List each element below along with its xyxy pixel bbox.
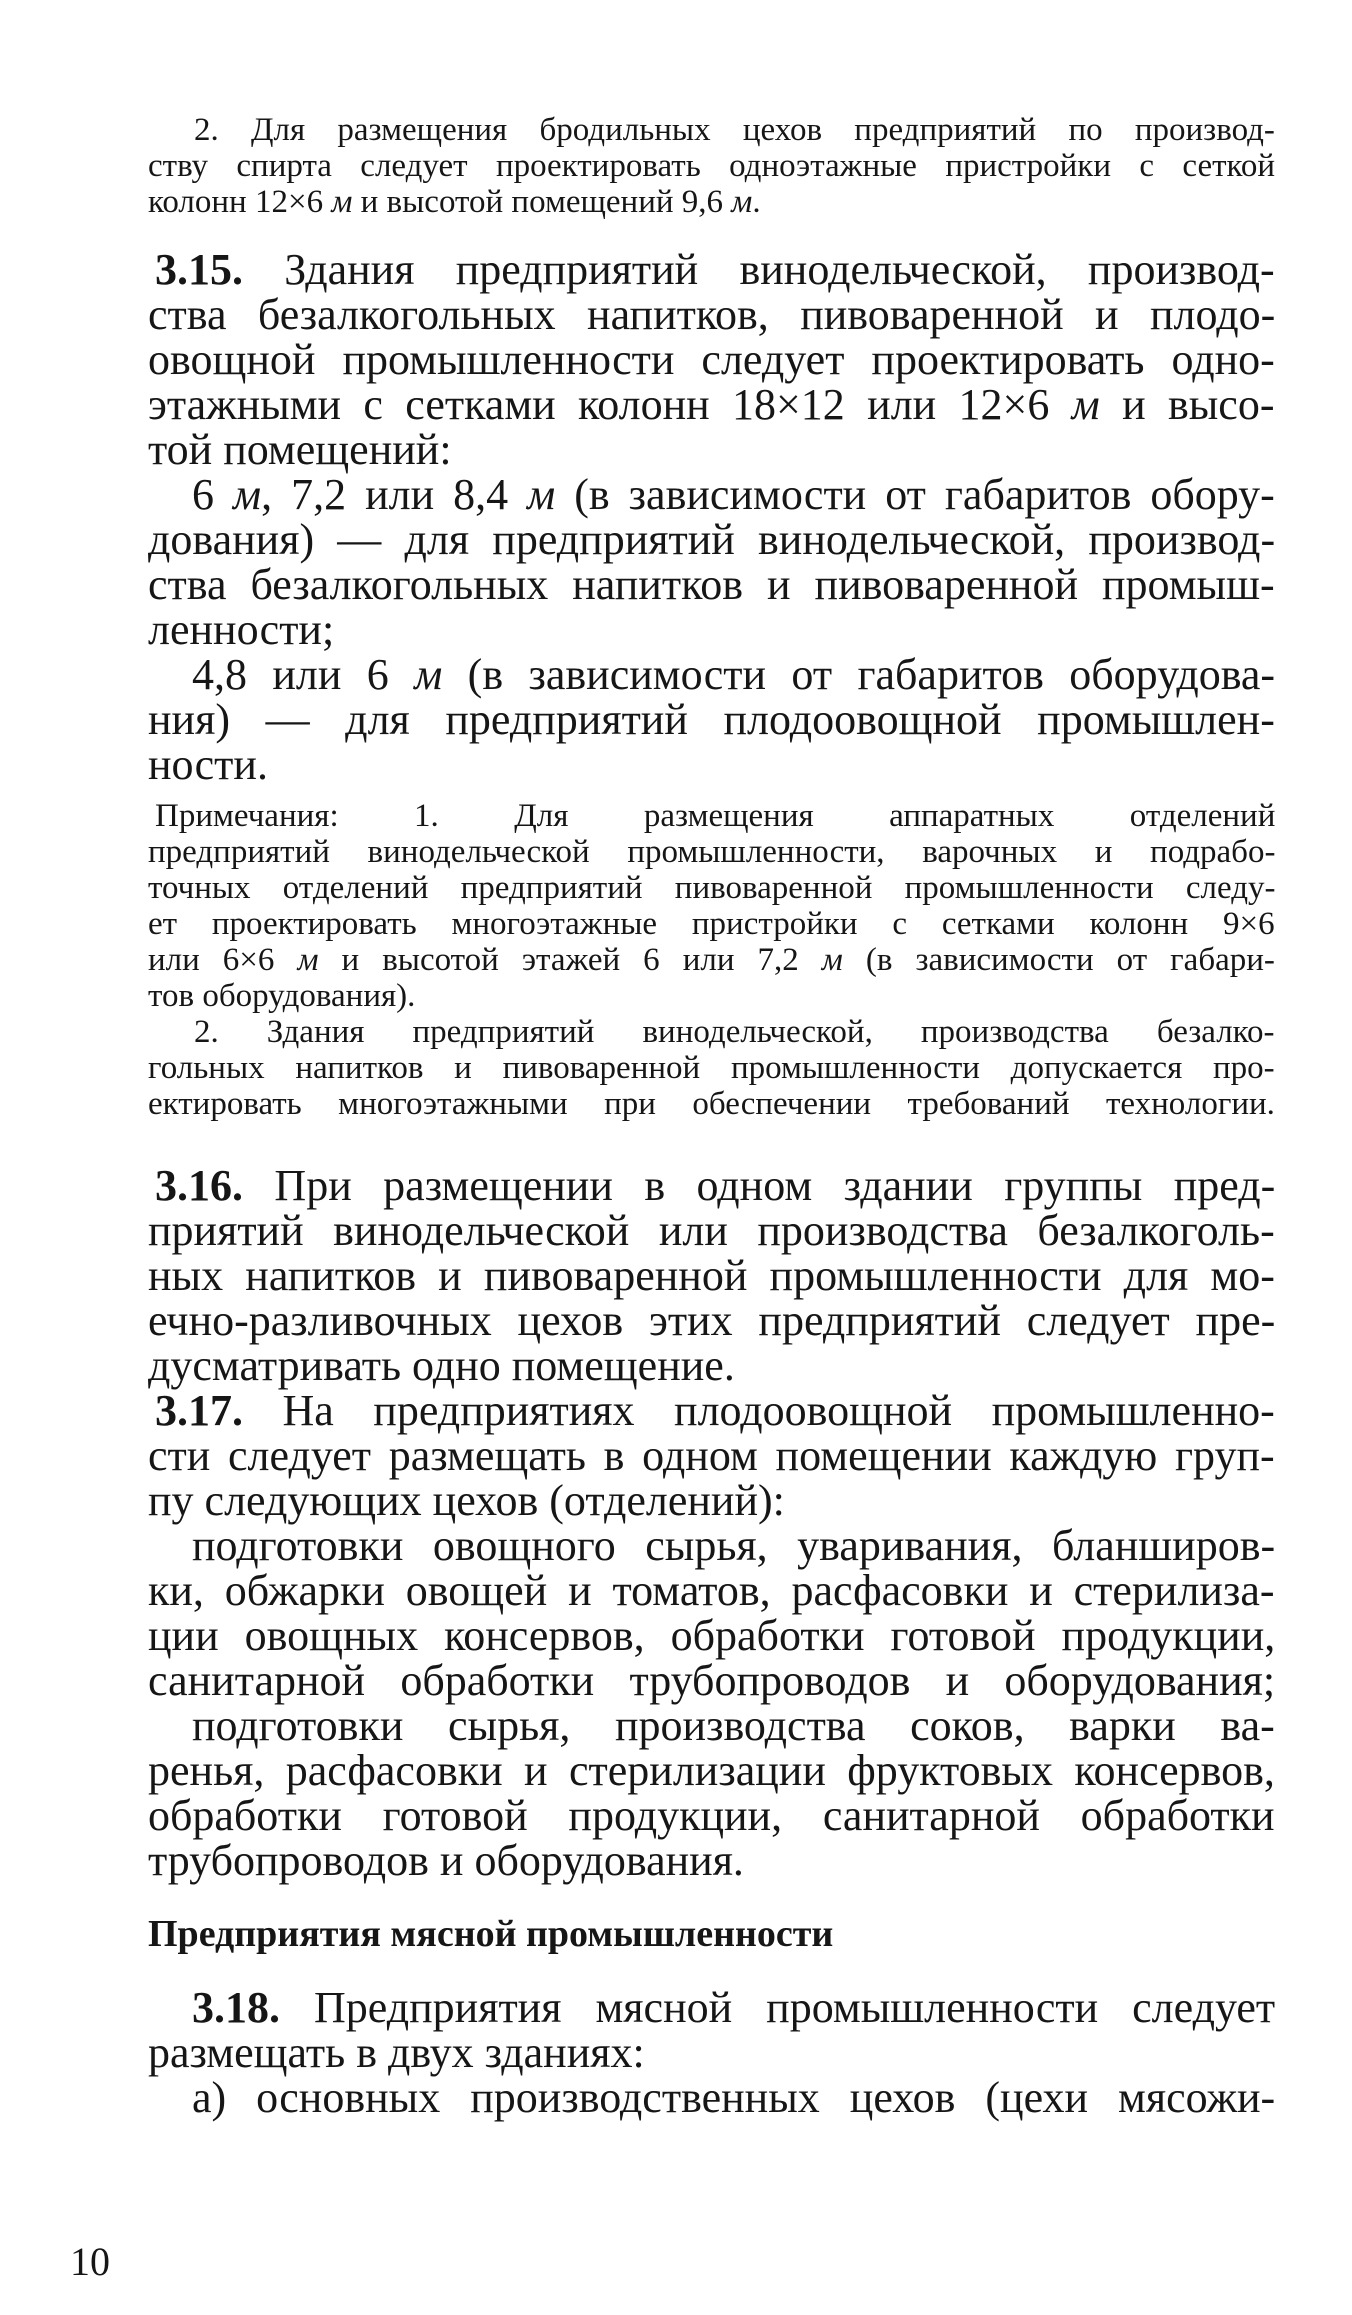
- paragraph-line: обработки готовой продукции, санитарной обработки: [148, 1791, 1275, 1840]
- paragraph-line: дования) — для предприятий винодельческой, производ-: [148, 515, 1276, 564]
- paragraph-line: пу следующих цехов (отделений):: [148, 1476, 785, 1525]
- note-line: 2. Здания предприятий винодельческой, производства безалко-: [194, 1014, 1275, 1050]
- paragraph-line: ния) — для предприятий плодоовощной промышлен-: [148, 695, 1275, 744]
- paragraph-line: сти следует размещать в одном помещении каждую груп-: [148, 1431, 1275, 1480]
- paragraph-line: размещать в двух зданиях:: [148, 2028, 645, 2077]
- paragraph-line: ства безалкогольных напитков, пивоваренной и плодо-: [148, 290, 1276, 339]
- note-line: ектировать многоэтажными при обеспечении требований технологии.: [148, 1086, 1275, 1122]
- paragraph-line: ленности;: [148, 605, 335, 654]
- page-number: 10: [70, 2239, 110, 2284]
- note-line: ству спирта следует проектировать одноэтажные пристройки с сеткой: [148, 148, 1276, 184]
- note-line: колонн 12×6 м и высотой помещений 9,6 м.: [148, 184, 761, 220]
- paragraph-line: ки, обжарки овощей и томатов, расфасовки и стерилиза-: [148, 1566, 1275, 1615]
- paragraph-line: ции овощных консервов, обработки готовой продукции,: [148, 1611, 1276, 1660]
- note-line: ет проектировать многоэтажные пристройки с сетками колонн 9×6: [148, 906, 1275, 942]
- section-heading: Предприятия мясной промышленности: [148, 1913, 834, 1955]
- note-line: тов оборудования).: [148, 978, 416, 1014]
- note-line: 2. Для размещения бродильных цехов предприятий по производ-: [194, 112, 1275, 148]
- note-line: предприятий винодельческой промышленности, варочных и подрабо-: [148, 834, 1276, 870]
- paragraph-line: санитарной обработки трубопроводов и оборудования;: [148, 1656, 1276, 1705]
- paragraph-line: этажными с сетками колонн 18×12 или 12×6 м и высо-: [148, 380, 1275, 429]
- paragraph-line: ренья, расфасовки и стерилизации фруктовых консервов,: [148, 1746, 1275, 1795]
- paragraph-line: 3.17. На предприятиях плодоовощной промышленно-: [155, 1386, 1275, 1435]
- paragraph-line: 3.16. При размещении в одном здании группы пред-: [155, 1161, 1276, 1210]
- paragraph-line: ечно-разливочных цехов этих предприятий следует пре-: [148, 1296, 1276, 1345]
- paragraph-line: ных напитков и пивоваренной промышленности для мо-: [148, 1251, 1275, 1300]
- paragraph-line: 3.15. Здания предприятий винодельческой, производ-: [155, 245, 1275, 294]
- paragraph-line: 4,8 или 6 м (в зависимости от габаритов оборудова-: [192, 650, 1276, 699]
- paragraph-line: той помещений:: [148, 425, 452, 474]
- paragraph-line: подготовки сырья, производства соков, варки ва-: [192, 1701, 1275, 1750]
- note-line: гольных напитков и пивоваренной промышленности допускается про-: [148, 1050, 1275, 1086]
- paragraph-line: подготовки овощного сырья, уваривания, бланширов-: [192, 1521, 1276, 1570]
- paragraph-line: 6 м, 7,2 или 8,4 м (в зависимости от габаритов обору-: [192, 470, 1275, 519]
- note-line: Примечания: 1. Для размещения аппаратных отделений: [155, 798, 1276, 834]
- paragraph-line: дусматривать одно помещение.: [148, 1341, 735, 1390]
- paragraph-line: ства безалкогольных напитков и пивоваренной промыш-: [148, 560, 1275, 609]
- paragraph-line: трубопроводов и оборудования.: [148, 1836, 744, 1885]
- paragraph-line: ности.: [148, 740, 268, 789]
- paragraph-line: овощной промышленности следует проектировать одно-: [148, 335, 1275, 384]
- paragraph-line: 3.18. Предприятия мясной промышленности следует: [192, 1983, 1276, 2032]
- paragraph-line: а) основных производственных цехов (цехи мясожи-: [192, 2073, 1276, 2122]
- paragraph-line: приятий винодельческой или производства безалкоголь-: [148, 1206, 1275, 1255]
- note-line: точных отделений предприятий пивоваренной промышленности следу-: [148, 870, 1276, 906]
- note-line: или 6×6 м и высотой этажей 6 или 7,2 м (в зависимости от габари-: [148, 942, 1275, 978]
